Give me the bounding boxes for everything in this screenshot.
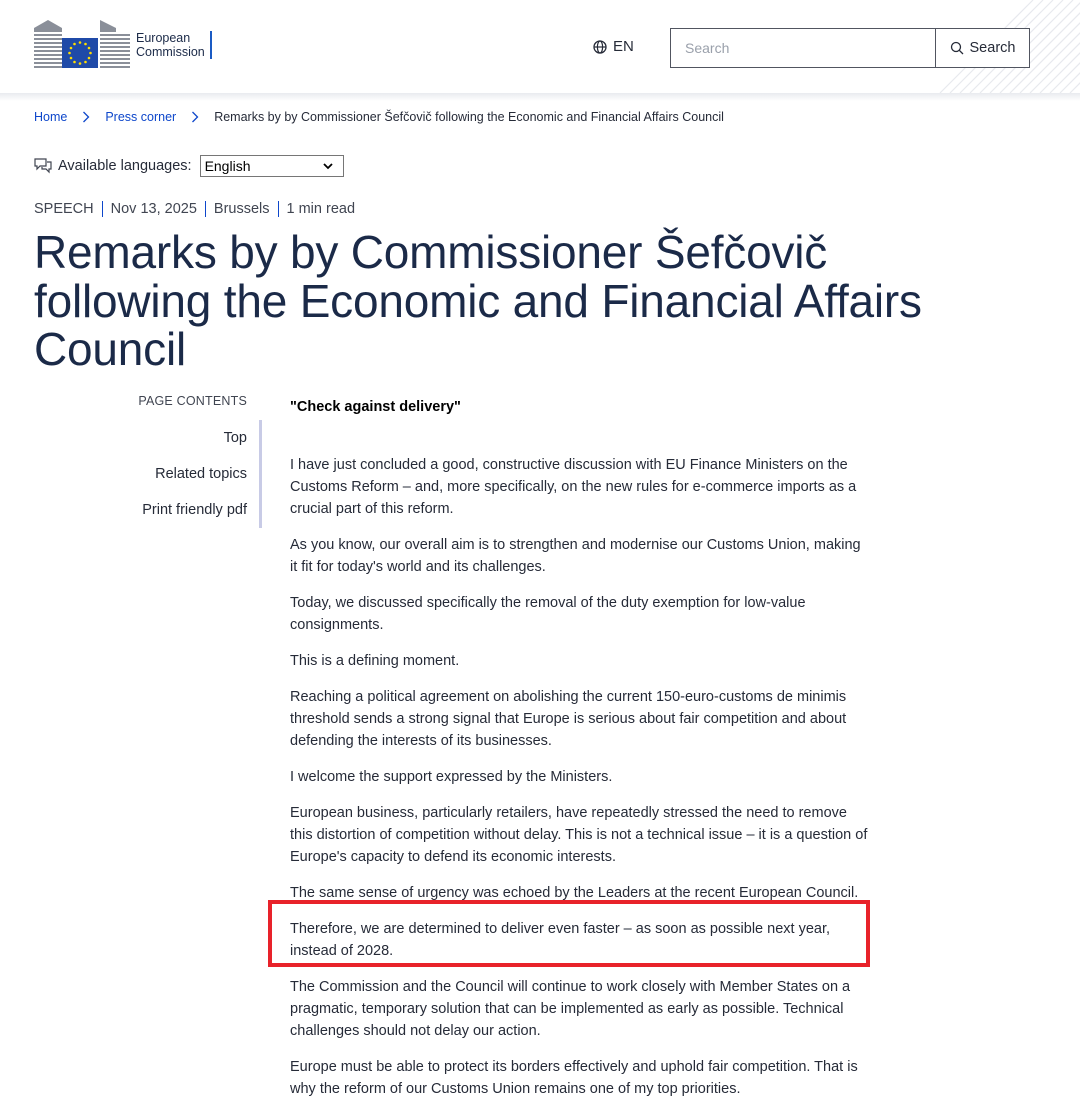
globe-icon [593,40,607,54]
chevron-right-icon [191,111,199,123]
page-contents-nav [60,420,262,528]
ec-logo-text [136,31,212,59]
logo-line2: Commission [136,45,205,59]
search-form [670,28,1030,68]
search-icon [950,41,964,55]
article-paragraph: The Commission and the Council will continue to work closely with Member States on a pragmatic, temporary solution that can be implemented as early as possible. Technical challenges should not delay our action. [290,979,851,1039]
available-languages-label: Available languages: [58,158,192,174]
breadcrumb-current: Remarks by by Commissioner Šefčovič following the Economic and Financial Affairs Council [214,110,724,124]
chevron-down-icon [323,162,333,170]
meta-read-time: 1 min read [286,201,356,217]
chevron-right-icon [82,111,90,123]
toc-item-print-pdf[interactable]: Print friendly pdf [142,502,247,518]
page-title: Remarks by by Commissioner Šefčovič following the Economic and Financial Affairs Council [34,226,922,375]
article-body [290,396,868,1096]
article-lead: "Check against delivery" [290,399,461,415]
meta-type: SPEECH [34,201,94,217]
article-paragraph: As you know, our overall aim is to strengthen and modernise our Customs Union, making it fit for today's world and its challenges. [290,537,861,575]
article-paragraph-highlighted: Therefore, we are determined to deliver even faster – as soon as possible next year, instead of 2028. [290,921,831,959]
logo-line1: European [136,31,191,45]
search-input[interactable] [670,28,935,68]
article-paragraph: The same sense of urgency was echoed by the Leaders at the recent European Council. [290,885,859,901]
speech-bubbles-icon [34,158,52,174]
available-languages [34,155,344,177]
language-select[interactable] [200,155,344,177]
breadcrumb-home[interactable]: Home [34,110,68,124]
article-paragraph: I welcome the support expressed by the Ministers. [290,769,613,785]
meta-divider [102,201,103,217]
search-button-label: Search [969,40,1016,56]
meta-date: Nov 13, 2025 [110,201,197,217]
meta-place: Brussels [213,201,270,217]
page-contents-title: PAGE CONTENTS [138,394,247,408]
article-meta [34,201,355,217]
meta-divider [205,201,206,217]
toc-item-top[interactable]: Top [223,430,247,446]
language-select-value: English [204,158,251,174]
header-shadow [0,93,1080,101]
article-paragraph: Today, we discussed specifically the removal of the duty exemption for low-value consignments. [290,595,806,633]
search-button[interactable] [935,28,1030,68]
ec-logo[interactable] [34,20,224,70]
article-paragraph: This is a defining moment. [290,653,460,669]
article-paragraph: I have just concluded a good, constructive discussion with EU Finance Ministers on the Customs Reform – and, more specifically, on the new rules for e-commerce imports as a crucial part of this reform. [290,457,857,517]
meta-divider [278,201,279,217]
article-paragraph: Reaching a political agreement on abolishing the current 150-euro-customs de minimis threshold sends a strong signal that Europe is serious about fair competition and about defending the interests of its businesses. [290,689,847,749]
article-paragraph: Europe must be able to protect its borders effectively and uphold fair competition. That is why the reform of our Customs Union remains one of my top priorities. [290,1059,858,1096]
language-code: EN [613,38,634,55]
highlight-annotation-box [268,900,870,967]
ec-logo-icon [34,20,130,70]
breadcrumb-press-corner[interactable]: Press corner [105,110,177,124]
language-switcher[interactable] [593,38,634,55]
site-header [0,0,1080,93]
toc-item-related-topics[interactable]: Related topics [155,466,247,482]
article-paragraph: European business, particularly retailers, have repeatedly stressed the need to remove this distortion of competition without delay. This is not a technical issue – it is a question of Europe's capacity to defend its economic interests. [290,805,868,865]
breadcrumb [34,110,724,124]
